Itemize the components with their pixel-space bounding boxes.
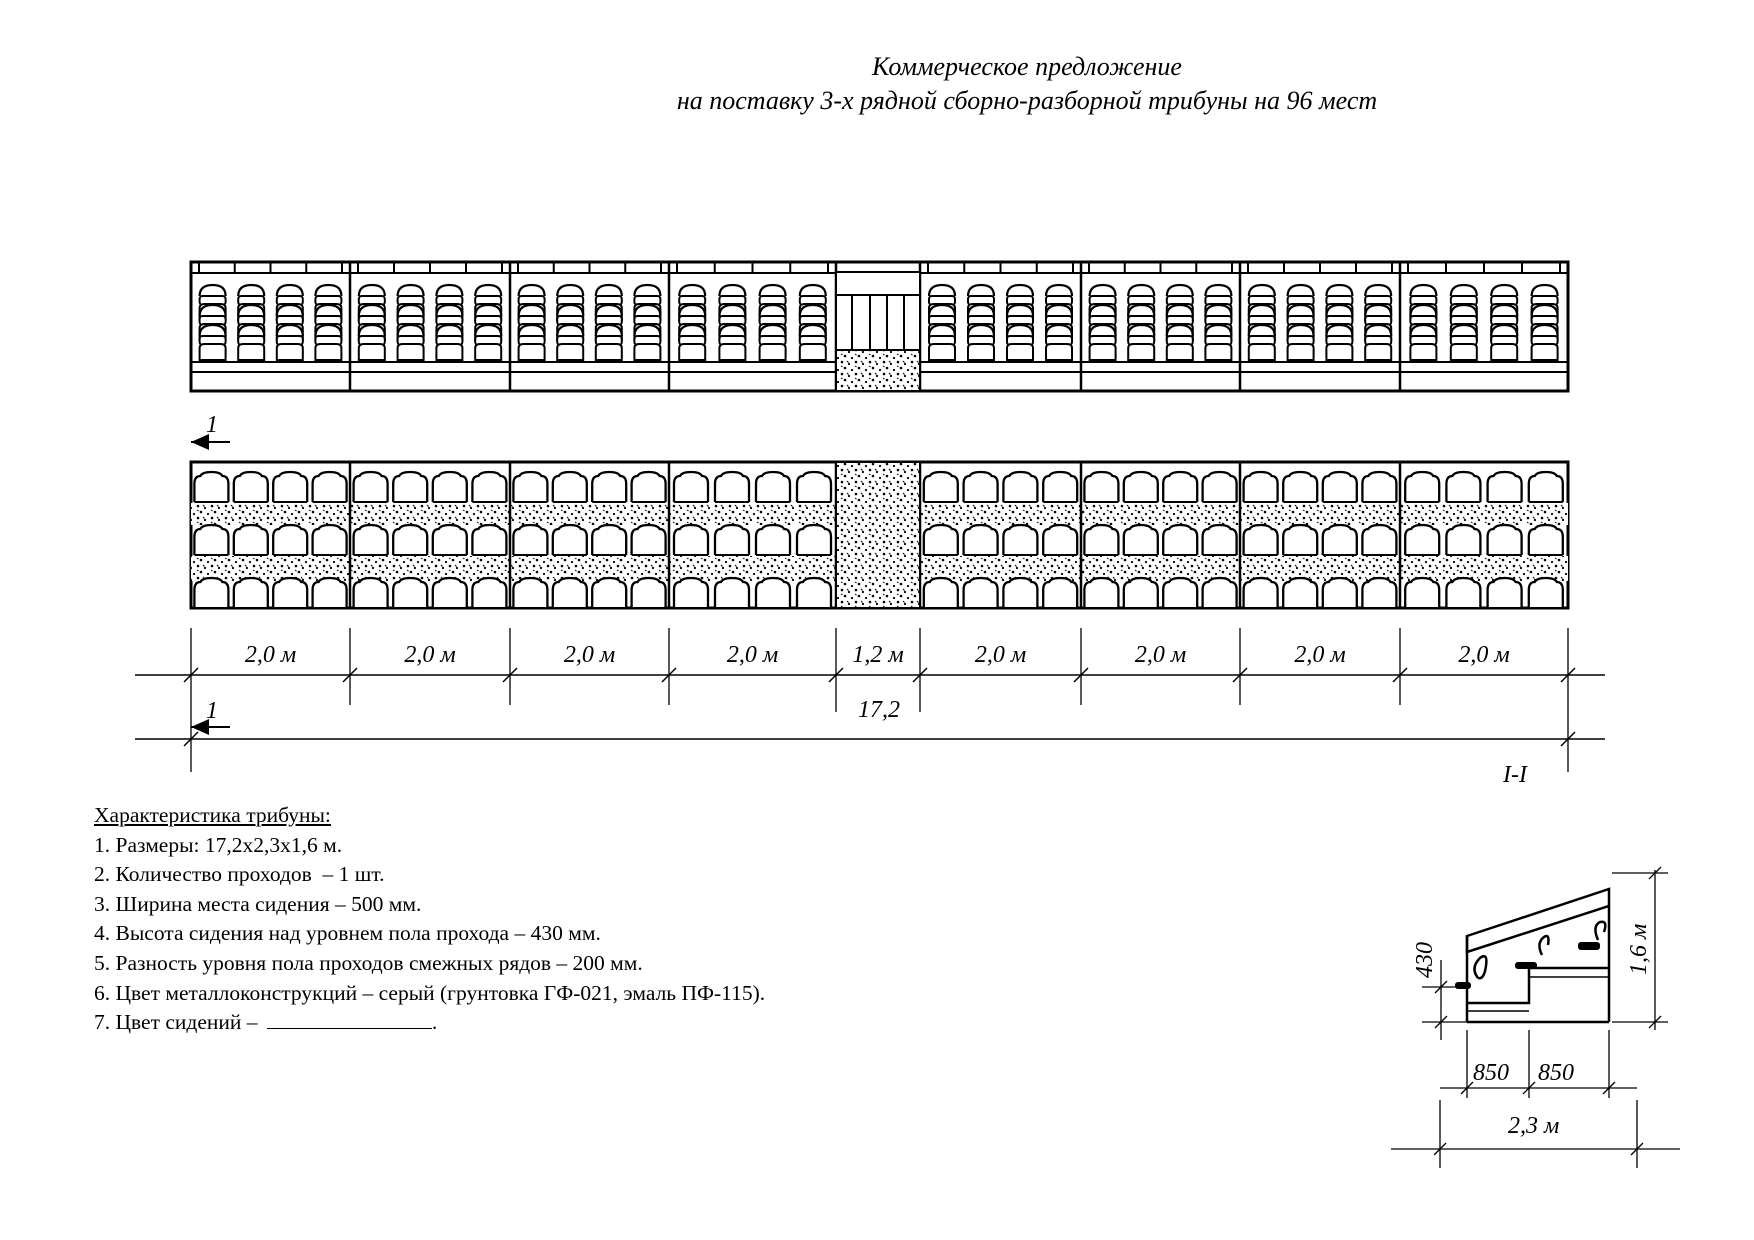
seat-plan-view bbox=[1003, 578, 1037, 608]
seat-plan-view bbox=[756, 525, 790, 555]
seat-top-view bbox=[1532, 285, 1558, 320]
tribune-specifications bbox=[94, 801, 765, 1038]
seat-plan-view bbox=[632, 525, 666, 555]
dimension-lines bbox=[135, 628, 1605, 772]
seat-top-view bbox=[1090, 285, 1116, 320]
seat-plan-view bbox=[1446, 525, 1480, 555]
seat-top-view bbox=[519, 285, 545, 320]
seat-plan-view bbox=[797, 578, 831, 608]
seat-plan-view bbox=[1084, 578, 1118, 608]
seat-plan-view bbox=[433, 472, 467, 502]
seat-top-view bbox=[1451, 285, 1477, 320]
seat-plan-view bbox=[756, 472, 790, 502]
seat-plan-view bbox=[674, 472, 708, 502]
seat-plan-view bbox=[553, 525, 587, 555]
seat-plan-view bbox=[1529, 578, 1563, 608]
seat-top-view bbox=[968, 285, 994, 320]
seat-plan-view bbox=[1124, 578, 1158, 608]
seat-plan-view bbox=[1405, 578, 1439, 608]
seat-top-view bbox=[929, 285, 955, 320]
spec-item-7 bbox=[94, 1008, 765, 1038]
seat-plan-view bbox=[1084, 525, 1118, 555]
seat-plan-view bbox=[715, 472, 749, 502]
section-mark-bottom bbox=[191, 698, 230, 735]
seat-plan-view bbox=[354, 578, 388, 608]
specs-heading: Характеристика трибуны: bbox=[94, 803, 331, 827]
seat-top-view bbox=[800, 285, 826, 320]
section-seat-3 bbox=[1578, 922, 1605, 950]
cross-section-drawing bbox=[1391, 867, 1680, 1168]
seat-plan-view bbox=[234, 472, 268, 502]
dim-850-1: 850 bbox=[1473, 1060, 1509, 1086]
seat-plan-view bbox=[1203, 525, 1237, 555]
seat-plan-view bbox=[924, 578, 958, 608]
seat-plan-view bbox=[194, 472, 228, 502]
seat-plan-view bbox=[1446, 578, 1480, 608]
seat-plan-view bbox=[1163, 525, 1197, 555]
section-label: I-I bbox=[1503, 762, 1527, 788]
dim-430-label: 430 bbox=[1412, 942, 1438, 978]
seat-top-view bbox=[1046, 285, 1072, 320]
seat-plan-view bbox=[674, 578, 708, 608]
seat-top-view bbox=[359, 285, 385, 320]
seat-plan-view bbox=[433, 525, 467, 555]
seat-plan-view bbox=[1362, 472, 1396, 502]
seat-plan-view bbox=[1529, 472, 1563, 502]
seat-top-view bbox=[557, 285, 583, 320]
spec-item-1: 1. Размеры: 17,2х2,3х1,6 м. bbox=[94, 832, 343, 857]
seat-plan-view bbox=[1283, 578, 1317, 608]
seat-plan-view bbox=[393, 578, 427, 608]
seat-top-view bbox=[719, 285, 745, 320]
dim-segment-label: 2,0 м bbox=[563, 642, 616, 668]
seat-plan-view bbox=[1043, 472, 1077, 502]
seat-plan-view bbox=[1323, 578, 1357, 608]
dim-segment-label: 2,0 м bbox=[1134, 642, 1187, 668]
seat-plan-view bbox=[1529, 525, 1563, 555]
seat-plan-view bbox=[1244, 525, 1278, 555]
seat-plan-view bbox=[592, 578, 626, 608]
seat-plan-view bbox=[674, 525, 708, 555]
seat-top-view bbox=[1007, 285, 1033, 320]
seat-plan-view bbox=[273, 578, 307, 608]
seat-plan-view bbox=[313, 578, 347, 608]
seat-plan-view bbox=[632, 472, 666, 502]
section-seat-2 bbox=[1515, 936, 1549, 969]
section-seat-1 bbox=[1455, 956, 1486, 989]
section-mark-top-label: 1 bbox=[206, 412, 218, 438]
aisle-top bbox=[836, 272, 920, 391]
seat-plan-view bbox=[1405, 472, 1439, 502]
seat-plan-view bbox=[1362, 525, 1396, 555]
seat-plan-view bbox=[472, 578, 506, 608]
seat-plan-view bbox=[1124, 472, 1158, 502]
section-mark-top bbox=[191, 412, 230, 450]
seat-top-view bbox=[1365, 285, 1391, 320]
seat-plan-view bbox=[1323, 525, 1357, 555]
seat-top-view bbox=[277, 285, 303, 320]
tribune-plan-view bbox=[191, 462, 1568, 608]
seat-plan-view bbox=[472, 525, 506, 555]
dim-850-2: 850 bbox=[1538, 1060, 1574, 1086]
seat-plan-view bbox=[964, 472, 998, 502]
dim-height-label: 1,6 м bbox=[1626, 923, 1652, 975]
title-line-2: на поставку 3-х рядной сборно-разборной трибуны на 96 мест bbox=[676, 86, 1378, 115]
seat-plan-view bbox=[273, 472, 307, 502]
seat-plan-view bbox=[513, 578, 547, 608]
seat-plan-view bbox=[393, 525, 427, 555]
seat-color-blank bbox=[267, 1010, 432, 1029]
seat-plan-view bbox=[797, 472, 831, 502]
seat-plan-view bbox=[1283, 472, 1317, 502]
seat-plan-view bbox=[234, 578, 268, 608]
seat-plan-view bbox=[1362, 578, 1396, 608]
seat-plan-view bbox=[553, 472, 587, 502]
title-line-1: Коммерческое предложение bbox=[872, 52, 1182, 81]
seat-top-view bbox=[679, 285, 705, 320]
seat-plan-view bbox=[1163, 472, 1197, 502]
seat-plan-view bbox=[553, 578, 587, 608]
seat-plan-view bbox=[513, 472, 547, 502]
seat-plan-view bbox=[194, 578, 228, 608]
spec-item-4: 4. Высота сидения над уровнем пола прохода – 430 мм. bbox=[94, 921, 601, 946]
seat-plan-view bbox=[1488, 472, 1522, 502]
seat-top-view bbox=[1410, 285, 1436, 320]
dim-segment-label: 1,2 м bbox=[852, 642, 904, 668]
seat-top-view bbox=[760, 285, 786, 320]
seat-plan-view bbox=[1446, 472, 1480, 502]
dim-segment-label: 2,0 м bbox=[244, 642, 297, 668]
seat-top-view bbox=[315, 285, 341, 320]
spec-item-6: 6. Цвет металлоконструкций – серый (грунтовка ГФ-021, эмаль ПФ-115). bbox=[94, 980, 766, 1005]
seat-plan-view bbox=[354, 472, 388, 502]
spec-item-5: 5. Разность уровня пола проходов смежных рядов – 200 мм. bbox=[94, 950, 643, 975]
section-mark-bottom-label: 1 bbox=[206, 698, 218, 724]
seat-plan-view bbox=[1405, 525, 1439, 555]
seat-top-view bbox=[1249, 285, 1275, 320]
seat-top-view bbox=[1491, 285, 1517, 320]
seat-plan-view bbox=[234, 525, 268, 555]
tribune-top-view bbox=[191, 262, 1568, 391]
seat-top-view bbox=[1326, 285, 1352, 320]
seat-plan-view bbox=[592, 472, 626, 502]
dim-segment-label: 2,0 м bbox=[974, 642, 1027, 668]
aisle-top-floor bbox=[836, 350, 920, 391]
seat-plan-view bbox=[1283, 525, 1317, 555]
seat-top-view bbox=[634, 285, 660, 320]
seat-plan-view bbox=[1043, 525, 1077, 555]
seat-top-view bbox=[1167, 285, 1193, 320]
seat-plan-view bbox=[964, 578, 998, 608]
seat-top-view bbox=[238, 285, 264, 320]
aisle-plan bbox=[836, 462, 920, 608]
seat-plan-view bbox=[592, 525, 626, 555]
seat-plan-view bbox=[1084, 472, 1118, 502]
seat-plan-view bbox=[797, 525, 831, 555]
seat-top-view bbox=[436, 285, 462, 320]
dim-segment-label: 2,0 м bbox=[1458, 642, 1510, 668]
seat-plan-view bbox=[1203, 472, 1237, 502]
seat-plan-view bbox=[513, 525, 547, 555]
seat-plan-view bbox=[756, 578, 790, 608]
seat-plan-view bbox=[1203, 578, 1237, 608]
spec-item-7-text: 7. Цвет сидений – bbox=[94, 1010, 263, 1035]
seat-plan-view bbox=[1003, 525, 1037, 555]
seat-plan-view bbox=[393, 472, 427, 502]
dim-depth-label: 2,3 м bbox=[1508, 1113, 1560, 1139]
seat-plan-view bbox=[715, 578, 749, 608]
seat-plan-view bbox=[273, 525, 307, 555]
dim-segment-label: 2,0 м bbox=[1294, 642, 1346, 668]
dim-total-label: 17,2 bbox=[858, 697, 900, 723]
seat-plan-view bbox=[1163, 578, 1197, 608]
spec-item-7-tail: . bbox=[431, 1010, 438, 1035]
seat-plan-view bbox=[313, 525, 347, 555]
seat-plan-view bbox=[1124, 525, 1158, 555]
dim-segment-label: 2,0 м bbox=[404, 642, 456, 668]
seat-plan-view bbox=[1244, 472, 1278, 502]
seat-plan-view bbox=[354, 525, 388, 555]
seat-top-view bbox=[596, 285, 622, 320]
seat-plan-view bbox=[433, 578, 467, 608]
seat-plan-view bbox=[924, 525, 958, 555]
seat-plan-view bbox=[1003, 472, 1037, 502]
seat-plan-view bbox=[1488, 578, 1522, 608]
seat-top-view bbox=[1288, 285, 1314, 320]
seat-top-view bbox=[200, 285, 226, 320]
seat-plan-view bbox=[632, 578, 666, 608]
seat-plan-view bbox=[472, 472, 506, 502]
spec-item-3: 3. Ширина места сидения – 500 мм. bbox=[94, 891, 422, 916]
seat-plan-view bbox=[1244, 578, 1278, 608]
seat-top-view bbox=[1205, 285, 1231, 320]
seat-top-view bbox=[1128, 285, 1154, 320]
seat-plan-view bbox=[313, 472, 347, 502]
seat-plan-view bbox=[194, 525, 228, 555]
seat-plan-view bbox=[1323, 472, 1357, 502]
seat-plan-view bbox=[924, 472, 958, 502]
seat-plan-view bbox=[1043, 578, 1077, 608]
seat-plan-view bbox=[715, 525, 749, 555]
seat-plan-view bbox=[964, 525, 998, 555]
spec-item-2: 2. Количество проходов – 1 шт. bbox=[94, 862, 385, 887]
seat-plan-view bbox=[1488, 525, 1522, 555]
seat-top-view bbox=[475, 285, 501, 320]
dim-segment-label: 2,0 м bbox=[726, 642, 779, 668]
seat-top-view bbox=[398, 285, 424, 320]
